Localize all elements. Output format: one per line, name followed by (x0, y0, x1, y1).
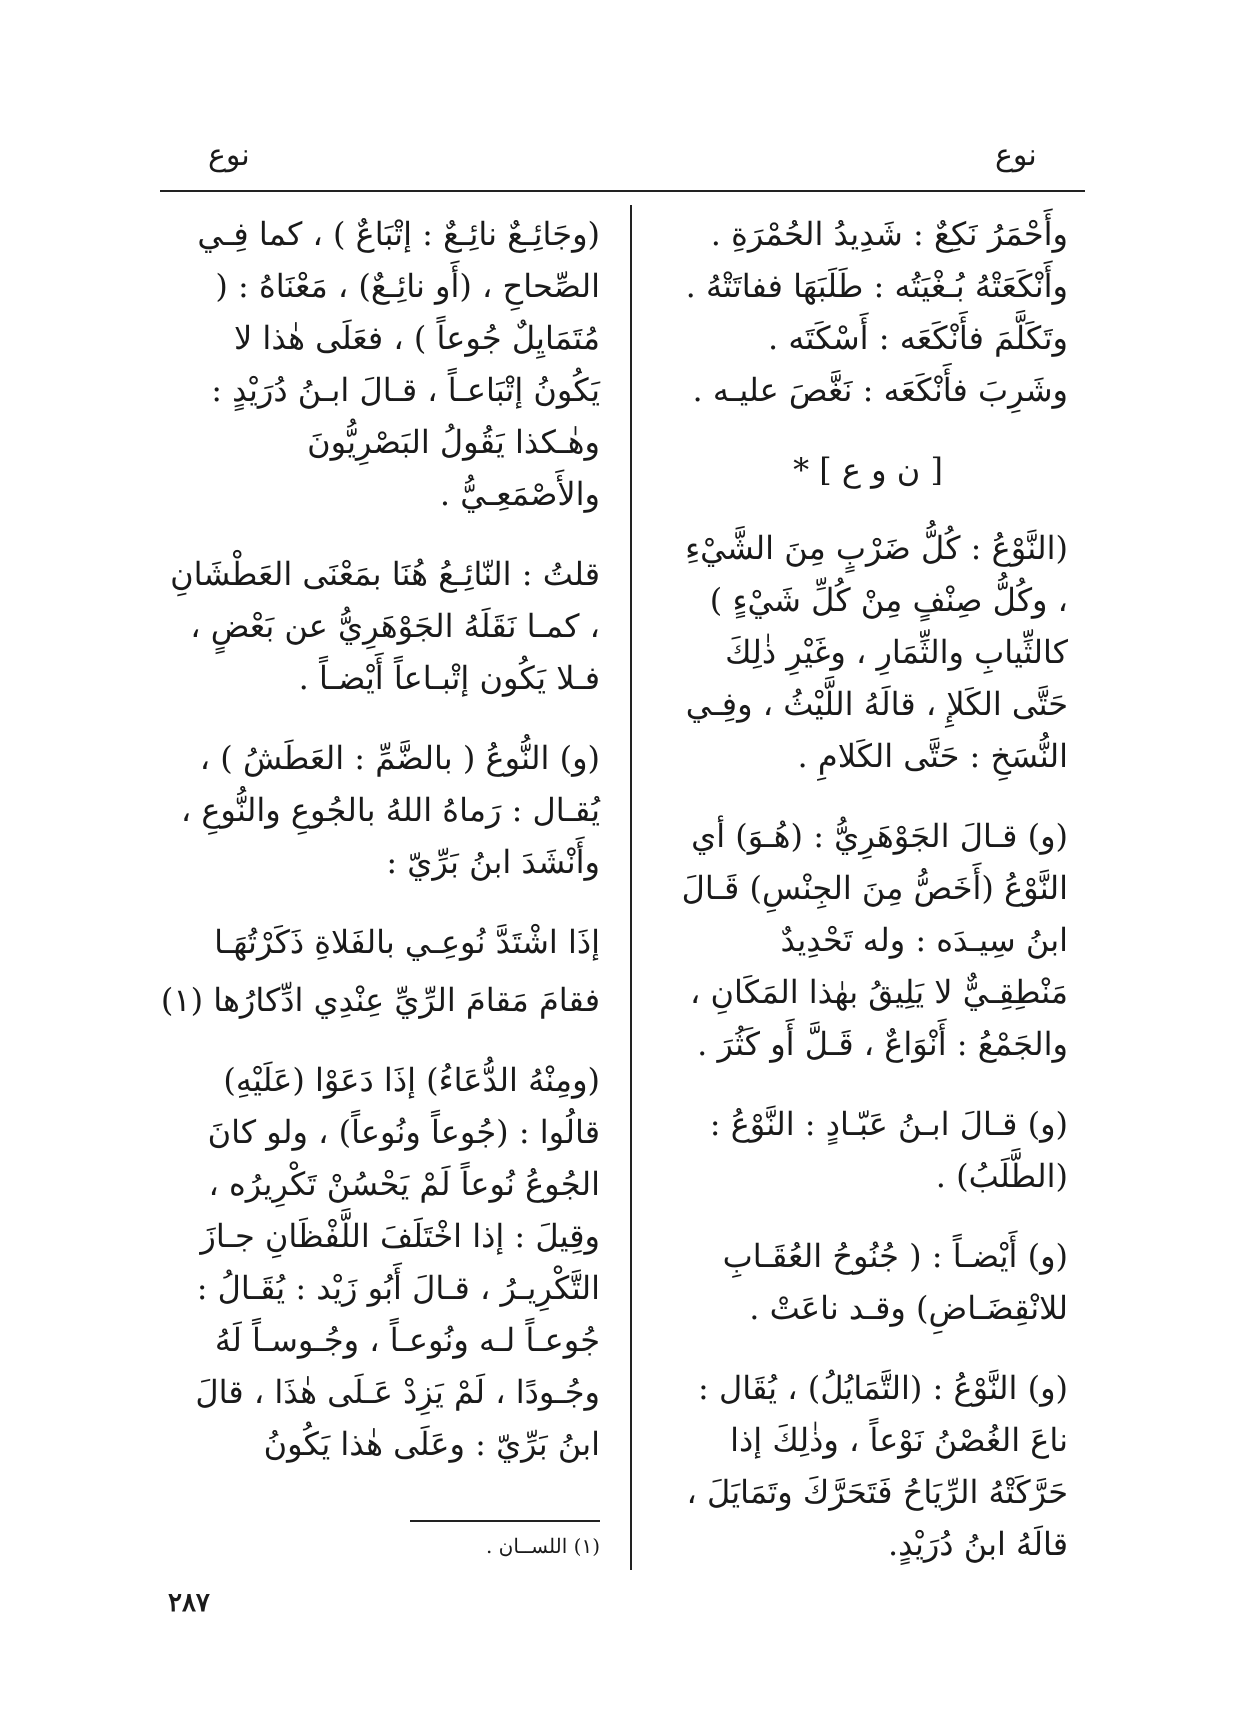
right-para-top-4: وشَرِبَ فأَنْكَعَه : نَغَّصَ عليـه . (692, 371, 1068, 409)
column-divider (630, 205, 632, 1570)
verse-line-2: فقامَ مَقامَ الرِّيِّ عِنْدِي ادِّكارُها (١) (160, 981, 600, 1019)
left-column (160, 208, 600, 1498)
right-para-top-3: وتَكَلَّمَ فأَنْكَعَه : أَسْكَتَه . (768, 319, 1068, 357)
footnote: (١) اللســان . (485, 1534, 600, 1558)
right-para-4: (و) أَيْضـاً : ( جُنُوحُ العُقَـابِ للانْقِضَـاضِ) وقـد ناعَتْ . (722, 1237, 1068, 1327)
running-header-left: نوع (208, 138, 250, 173)
right-para-top-1: وأَحْمَرُ نَكِعٌ : شَدِيدُ الحُمْرَةِ . (710, 215, 1068, 253)
page-number: ٢٨٧ (168, 1588, 210, 1618)
right-para-3: (و) قـالَ ابـنُ عَبّـادٍ : النَّوْعُ : (الطَّلَبُ) . (709, 1105, 1068, 1195)
right-column (668, 208, 1068, 1598)
entry-root-heading: [ ن و ع ] * (793, 451, 943, 489)
poetry-verse (160, 916, 600, 1026)
header-rule (160, 190, 1085, 192)
left-para-4: (ومِنْهُ الدُّعَاءُ) إذَا دَعَوْا (عَلَيْهِ) قالُوا : (جُوعاً ونُوعاً) ، ولو كانَ الجُوعُ نُوعاً لَمْ يَحْسُنْ تَكْرِيرُه ، وقِيلَ : إذا اخْتَلَفَ اللَّفْظَانِ جـازَ التَّكْرِيـرُ ، قـالَ أَبُو زَيْد : يُقَـالُ : جُوعـاً لـه ونُوعـاً ، وجُـوسـاً لَهُ وجُـودًا ، لَمْ يَزِدْ عَـلَى هٰذَا ، قالَ ابنُ بَرِّيّ : وعَلَى هٰذا يَكُونُ (195, 1061, 600, 1463)
left-para-1: (وجَائِـعٌ نائِـعٌ : إتْبَاعٌ ) ، كما فِـي الصِّحاحِ ، (أَو نائِـعٌ) ، مَعْنَاهُ : ( مُتَمَايِلٌ جُوعاً ) ، فعَلَى هٰذا لا يَكُونُ إتْبَاعـاً ، قـالَ ابـنُ دُرَيْدٍ : وهٰـكذا يَقُولُ البَصْرِيُّونَ والأَصْمَعِـيُّ . (197, 215, 600, 513)
right-para-1: (النَّوْعُ : كُلُّ ضَرْبٍ مِنَ الشَّيْءِ ، وكُلُّ صِنْفٍ مِنْ كُلِّ شَيْءٍ ) كالثِّيابِ والثِّمَارِ ، وغَيْرِ ذٰلِكَ حَتَّى الكَلإِ ، قالَهُ اللَّيْثُ ، وفِـي النُّسَخِ : حَتَّى الكَلامِ . (685, 529, 1068, 775)
footnote-rule (410, 1520, 600, 1522)
left-para-3: (و) النُّوعُ ( بالضَّمِّ : العَطَشُ ) ، يُقـال : رَماهُ اللهُ بالجُوعِ والنُّوعِ ، وأَنْشَدَ ابنُ بَرِّيّ : (180, 739, 600, 881)
left-para-2: قلتُ : النّائِـعُ هُنَا بمَعْنَى العَطْشَانِ ، كمـا نَقَلَهُ الجَوْهَرِيُّ عن بَعْضٍ ، فـلا يَكُون إتْبـاعاً أَيْضـاً . (170, 555, 600, 697)
right-para-2: (و) قـالَ الجَوْهَرِيُّ : (هُـوَ) أي النَّوْعُ (أَخَصُّ مِنَ الجِنْسِ) قَـالَ ابنُ سِيـدَه : وله تَحْدِيدٌ مَنْطِقِـيٌّ لا يَلِيقُ بهٰذا المَكَانِ ، والجَمْعُ : أَنْوَاعٌ ، قَـلَّ أَو كَثُرَ . (681, 817, 1068, 1063)
right-para-5: (و) النَّوْعُ : (التَّمَايُلُ) ، يُقَال : ناعَ الغُصْنُ نَوْعاً ، وذٰلِكَ إذا حَرَّكَتْهُ الرِّيَاحُ فَتَحَرَّكَ وتَمَايَلَ ، قالَهُ ابنُ دُرَيْدٍ. (686, 1369, 1068, 1563)
right-para-top-2: وأَنْكَعَتْهُ بُـغْيَتُه : طَلَبَهَا ففاتَتْهُ . (685, 267, 1068, 305)
verse-line-1: إذَا اشْتَدَّ نُوعِـي بالفَلاةِ ذَكَرْتُهَـا (214, 923, 600, 961)
running-header-right: نوع (995, 138, 1037, 173)
